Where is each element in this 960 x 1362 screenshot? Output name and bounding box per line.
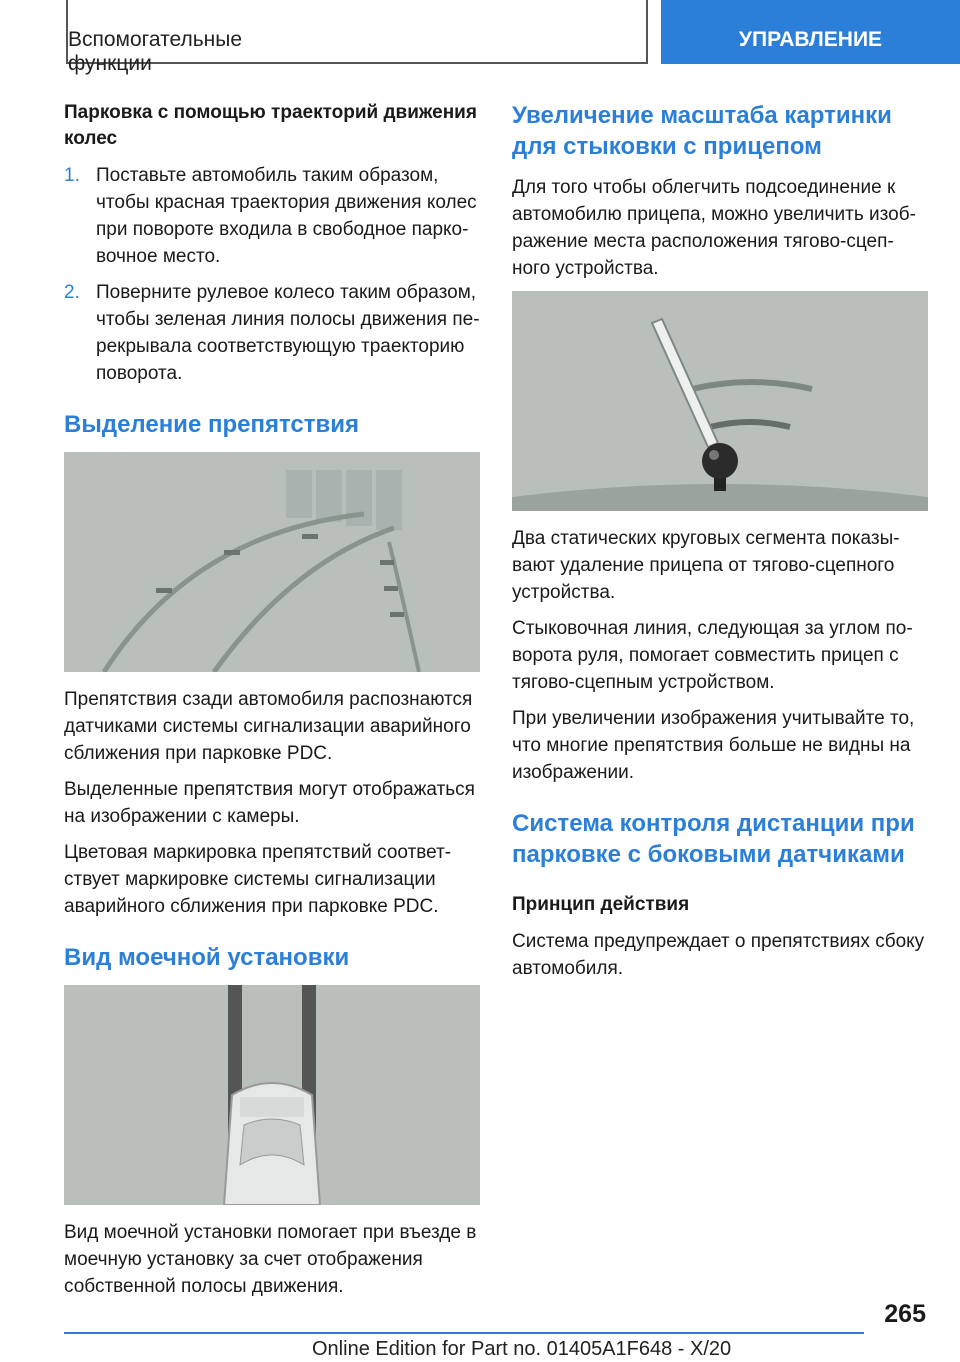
section-title-carwash: Вид моечной установки	[64, 944, 350, 971]
paragraph: При увеличении изображения учитывайте то, что многие препятствия больше не видны на изображении.	[512, 708, 915, 783]
section-title-obstacle: Выделение препятствия	[64, 411, 360, 438]
paragraph: Препятствия сзади автомобиля распознаются датчиками системы сигнализации аварийного сближения при парковке PDC.	[64, 689, 473, 764]
paragraph: Стыковочная линия, следующая за углом по-ворота руля, помогает совместить прицеп с тягово-сцепным устройством.	[512, 618, 913, 693]
section-title-trajectory: Парковка с помощью траекторий движения колес	[64, 102, 477, 149]
section-title-side-pdc: Система контроля дистанции при парковке с боковыми датчиками	[512, 810, 915, 868]
carwash-view-image	[64, 985, 480, 1205]
steps-list	[64, 162, 482, 387]
paragraph: Два статических круговых сегмента показы-вают удаление прицепа от тягово-сцепного устройства.	[512, 528, 900, 603]
page-number: 265	[884, 1300, 926, 1328]
trailer-zoom-image	[512, 291, 928, 511]
footer-edition: Online Edition for Part no. 01405A1F648 - X/20	[312, 1338, 732, 1360]
header-section-box	[66, 0, 648, 75]
paragraph: Для того чтобы облегчить подсоединение к автомобилю прицепа, можно увеличить изоб-ражение места расположения тягово-сцеп-ного устройства.	[512, 177, 916, 279]
list-item	[64, 162, 482, 270]
paragraph: Система предупреждает о препятствиях сбоку автомобиля.	[512, 931, 925, 979]
right-column	[512, 100, 928, 991]
left-column	[64, 100, 482, 1309]
subsection-title-principle: Принцип действия	[512, 894, 690, 915]
paragraph: Выделенные препятствия могут отображаться на изображении с камеры.	[64, 779, 475, 827]
header-chapter-tab[interactable]: УПРАВЛЕНИЕ	[661, 0, 960, 64]
paragraph: Вид моечной установки помогает при въезде в моечную установку за счет отображения собственной полосы движения.	[64, 1222, 477, 1297]
header-section-title: Вспомогательные функции	[68, 28, 243, 75]
footer-divider	[64, 1332, 864, 1334]
section-title-trailer-zoom: Увеличение масштаба картинки для стыковки с прицепом	[512, 102, 892, 160]
step-text: Поверните рулевое колесо таким образом, чтобы зеленая линия полосы движения пе-рекрывала соответствующую траекторию поворота.	[96, 282, 480, 384]
step-text: Поставьте автомобиль таким образом, чтобы красная траектория движения колес при повороте входила в свободное парко-вочное место.	[96, 165, 477, 267]
step-number: 1.	[64, 165, 80, 186]
list-item	[64, 279, 482, 387]
obstacle-highlight-image	[64, 452, 480, 672]
step-number: 2.	[64, 282, 80, 303]
paragraph: Цветовая маркировка препятствий соответ-ствует маркировке системы сигнализации аварийного сближения при парковке PDC.	[64, 842, 452, 917]
